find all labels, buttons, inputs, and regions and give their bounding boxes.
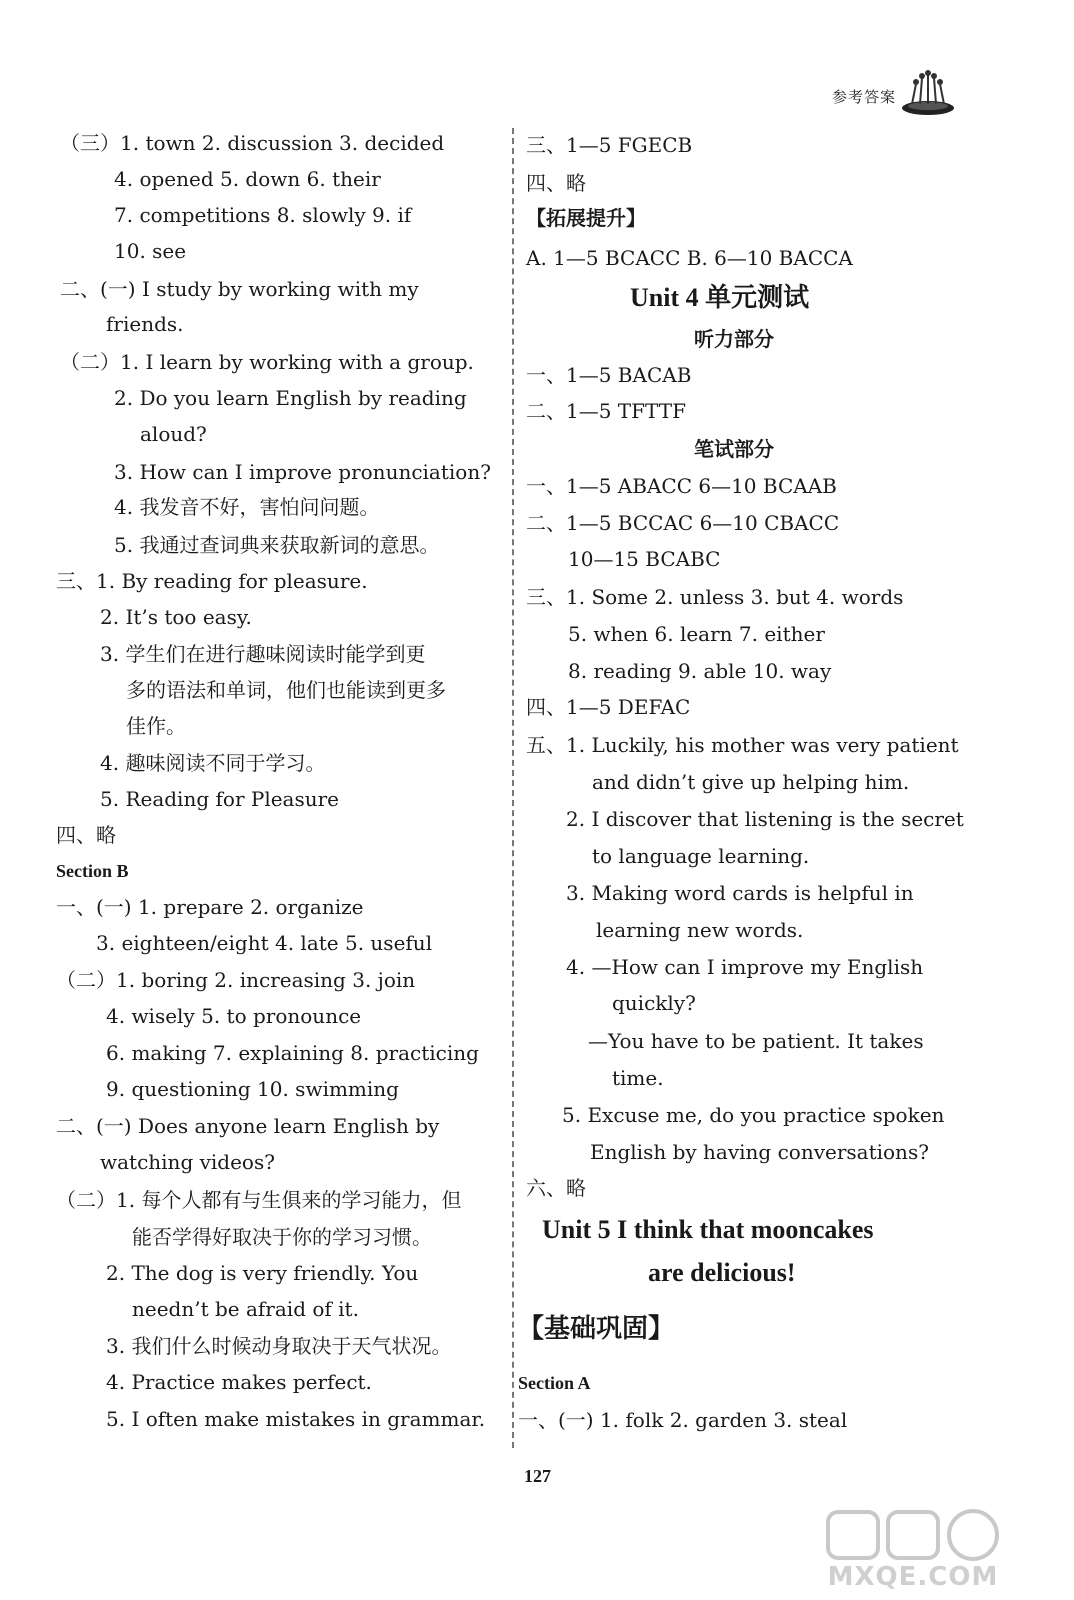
answer-line: —You have to be patient. It takes (588, 1029, 924, 1053)
answer-line: 2. The dog is very friendly. You (106, 1261, 419, 1285)
answer-line: 2. I discover that listening is the secret (566, 807, 964, 831)
answer-line: 二、(一) I study by working with my (60, 277, 419, 301)
section-heading: 【基础巩固】 (518, 1314, 675, 1344)
answer-line: （二）1. 每个人都有与生俱来的学习能力，但 (56, 1188, 462, 1212)
answer-line: 多的语法和单词，他们也能读到更多 (126, 678, 446, 702)
unit-title: Unit 5 I think that mooncakes (542, 1215, 874, 1244)
answer-line: 六、略 (526, 1176, 586, 1200)
answer-line: 四、1—5 DEFAC (526, 695, 691, 719)
answer-line: 能否学得好取决于你的学习习惯。 (132, 1225, 432, 1249)
answer-line: 三、1—5 FGECB (526, 133, 693, 157)
answer-line: 三、1. Some 2. unless 3. but 4. words (526, 585, 904, 609)
answer-line: to language learning. (592, 844, 810, 868)
answer-line: 4. Practice makes perfect. (106, 1370, 372, 1394)
answer-line: 10. see (114, 239, 187, 263)
answer-line: 2. Do you learn English by reading (114, 386, 467, 410)
header-logo-icon (900, 70, 956, 116)
answer-line: 佳作。 (126, 714, 186, 738)
answer-line: 6. making 7. explaining 8. practicing (106, 1041, 479, 1065)
unit-title: Unit 4 单元测试 (630, 283, 810, 312)
watermark-logo-icon (808, 1504, 1018, 1564)
answer-line: 4. wisely 5. to pronounce (106, 1004, 362, 1028)
answer-line: English by having conversations? (590, 1140, 929, 1164)
answer-line: 3. Making word cards is helpful in (566, 881, 914, 905)
answer-line: needn’t be afraid of it. (132, 1297, 359, 1321)
section-heading: 【拓展提升】 (526, 208, 646, 230)
answer-line: 二、1—5 BCCAC 6—10 CBACC (526, 511, 840, 535)
answer-line: A. 1—5 BCACC B. 6—10 BACCA (526, 246, 853, 270)
answer-line: 2. It’s too easy. (100, 605, 252, 629)
answer-line: （二）1. I learn by working with a group. (60, 350, 474, 374)
section-heading: Section A (518, 1373, 591, 1393)
answer-line: 3. How can I improve pronunciation? (114, 460, 491, 484)
watermark-text: MXQE.COM (827, 1562, 999, 1592)
answer-line: 4. opened 5. down 6. their (114, 167, 381, 191)
answer-line: 3. 我们什么时候动身取决于天气状况。 (106, 1334, 452, 1358)
answer-line: 4. 趣味阅读不同于学习。 (100, 751, 326, 775)
answer-line: and didn’t give up helping him. (592, 770, 910, 794)
answer-line: 二、1—5 TFTTF (526, 399, 686, 423)
unit-title-continued: are delicious! (648, 1258, 796, 1287)
answer-line: quickly? (612, 991, 696, 1015)
answer-line: 9. questioning 10. swimming (106, 1077, 399, 1101)
answer-line: 一、1—5 ABACC 6—10 BCAAB (526, 474, 837, 498)
answer-line: （二）1. boring 2. increasing 3. join (56, 968, 416, 992)
answer-line: 4. —How can I improve my English (566, 955, 924, 979)
header-label: 参考答案 (831, 88, 896, 106)
answer-line: learning new words. (596, 918, 804, 942)
answer-line: 5. when 6. learn 7. either (568, 622, 825, 646)
section-heading: Section B (56, 861, 129, 881)
answer-line: 10—15 BCABC (568, 547, 721, 571)
answer-line: aloud? (140, 422, 207, 446)
answer-line: 一、(一) 1. folk 2. garden 3. steal (518, 1408, 848, 1432)
answer-line: watching videos? (100, 1150, 275, 1174)
answer-line: 3. 学生们在进行趣味阅读时能学到更 (100, 642, 426, 666)
sub-title: 听力部分 (694, 327, 774, 351)
answer-line: 5. 我通过查词典来获取新词的意思。 (114, 533, 440, 557)
answer-line: 一、(一) 1. prepare 2. organize (56, 895, 364, 919)
answer-line: （三）1. town 2. discussion 3. decided (60, 131, 445, 155)
answer-line: 3. eighteen/eight 4. late 5. useful (96, 931, 433, 955)
answer-line: 4. 我发音不好，害怕问问题。 (114, 495, 380, 519)
answer-line: 5. I often make mistakes in grammar. (106, 1407, 486, 1431)
page-number: 127 (524, 1466, 551, 1486)
answer-line: 二、(一) Does anyone learn English by (56, 1114, 440, 1138)
column-divider (512, 128, 514, 1448)
answer-line: 四、略 (56, 823, 116, 847)
answer-line: 5. Excuse me, do you practice spoken (562, 1103, 945, 1127)
answer-line: 5. Reading for Pleasure (100, 787, 340, 811)
answer-line: 7. competitions 8. slowly 9. if (114, 203, 412, 227)
sub-title: 笔试部分 (694, 437, 774, 461)
answer-line: 一、1—5 BACAB (526, 363, 692, 387)
answer-line: 五、1. Luckily, his mother was very patient (526, 733, 959, 757)
answer-line: 四、略 (526, 171, 586, 195)
answer-line: 三、1. By reading for pleasure. (56, 569, 368, 593)
watermark (808, 1504, 1018, 1596)
answer-line: friends. (106, 312, 184, 336)
answer-line: 8. reading 9. able 10. way (568, 659, 832, 683)
answer-line: time. (612, 1066, 664, 1090)
